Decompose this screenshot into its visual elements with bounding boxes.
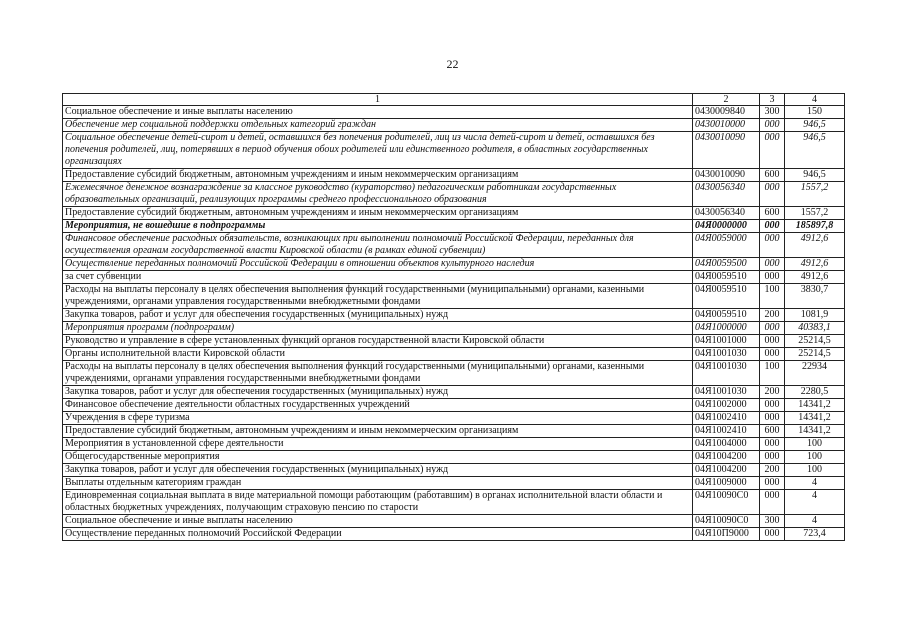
row-name-cell: Ежемесячное денежное вознаграждение за классное руководство (кураторство) педагогическим работникам государственных образовательных организаций, реализующих программы среднего профессионального образования bbox=[63, 182, 693, 207]
row-name-cell: Осуществление переданных полномочий Российской Федерации bbox=[63, 528, 693, 541]
table-row bbox=[63, 490, 845, 515]
row-name-cell: Финансовое обеспечение деятельности областных государственных учреждений bbox=[63, 399, 693, 412]
row-sum-cell: 1557,2 bbox=[785, 207, 845, 220]
row-name-cell: Выплаты отдельным категориям граждан bbox=[63, 477, 693, 490]
row-code-cell: 04Я1001000 bbox=[693, 335, 760, 348]
row-code-cell: 0430056340 bbox=[693, 182, 760, 207]
row-code-cell: 04Я0059500 bbox=[693, 258, 760, 271]
table-row bbox=[63, 399, 845, 412]
row-type-cell: 000 bbox=[760, 335, 785, 348]
table-row bbox=[63, 412, 845, 425]
row-sum-cell: 25214,5 bbox=[785, 348, 845, 361]
table-row bbox=[63, 438, 845, 451]
row-sum-cell: 40383,1 bbox=[785, 322, 845, 335]
table-row bbox=[63, 322, 845, 335]
header-col-2: 2 bbox=[693, 94, 760, 106]
row-type-cell: 600 bbox=[760, 169, 785, 182]
row-type-cell: 000 bbox=[760, 220, 785, 233]
row-code-cell: 0430056340 bbox=[693, 207, 760, 220]
table-row bbox=[63, 119, 845, 132]
table-row bbox=[63, 425, 845, 438]
row-sum-cell: 946,5 bbox=[785, 169, 845, 182]
row-code-cell: 04Я0059510 bbox=[693, 271, 760, 284]
row-name-cell: Предоставление субсидий бюджетным, автономным учреждениям и иным некоммерческим организациям bbox=[63, 207, 693, 220]
row-type-cell: 000 bbox=[760, 528, 785, 541]
row-code-cell: 0430010090 bbox=[693, 169, 760, 182]
row-type-cell: 000 bbox=[760, 399, 785, 412]
row-type-cell: 000 bbox=[760, 412, 785, 425]
row-sum-cell: 22934 bbox=[785, 361, 845, 386]
table-row bbox=[63, 207, 845, 220]
table-row bbox=[63, 106, 845, 119]
row-code-cell: 0430010000 bbox=[693, 119, 760, 132]
row-name-cell: Учреждения в сфере туризма bbox=[63, 412, 693, 425]
row-code-cell: 04Я0059000 bbox=[693, 233, 760, 258]
row-code-cell: 04Я1002410 bbox=[693, 412, 760, 425]
table-row bbox=[63, 309, 845, 322]
row-type-cell: 200 bbox=[760, 309, 785, 322]
table-row bbox=[63, 220, 845, 233]
table-row bbox=[63, 284, 845, 309]
row-code-cell: 04Я10090С0 bbox=[693, 490, 760, 515]
row-name-cell: Мероприятия в установленной сфере деятельности bbox=[63, 438, 693, 451]
table-row bbox=[63, 271, 845, 284]
row-sum-cell: 100 bbox=[785, 451, 845, 464]
row-sum-cell: 25214,5 bbox=[785, 335, 845, 348]
row-type-cell: 000 bbox=[760, 182, 785, 207]
row-name-cell: Закупка товаров, работ и услуг для обеспечения государственных (муниципальных) нужд bbox=[63, 386, 693, 399]
row-code-cell: 04Я1002000 bbox=[693, 399, 760, 412]
table-row bbox=[63, 169, 845, 182]
row-sum-cell: 4912,6 bbox=[785, 258, 845, 271]
table-row bbox=[63, 233, 845, 258]
table-row bbox=[63, 386, 845, 399]
row-code-cell: 04Я1004000 bbox=[693, 438, 760, 451]
row-name-cell: Расходы на выплаты персоналу в целях обеспечения выполнения функций государственными (муниципальными) органами, казенными учреждениями, органами управления государственными внебюджетными фондами bbox=[63, 284, 693, 309]
row-sum-cell: 1081,9 bbox=[785, 309, 845, 322]
row-name-cell: Обеспечение мер социальной поддержки отдельных категорий граждан bbox=[63, 119, 693, 132]
row-name-cell: Социальное обеспечение и иные выплаты населению bbox=[63, 515, 693, 528]
table-row bbox=[63, 182, 845, 207]
row-name-cell: Предоставление субсидий бюджетным, автономным учреждениям и иным некоммерческим организациям bbox=[63, 425, 693, 438]
row-type-cell: 300 bbox=[760, 106, 785, 119]
row-sum-cell: 150 bbox=[785, 106, 845, 119]
row-name-cell: Мероприятия программ (подпрограмм) bbox=[63, 322, 693, 335]
row-type-cell: 000 bbox=[760, 233, 785, 258]
row-code-cell: 04Я1002410 bbox=[693, 425, 760, 438]
row-type-cell: 000 bbox=[760, 271, 785, 284]
row-type-cell: 600 bbox=[760, 425, 785, 438]
row-sum-cell: 4 bbox=[785, 515, 845, 528]
row-code-cell: 04Я10090С0 bbox=[693, 515, 760, 528]
row-name-cell: Закупка товаров, работ и услуг для обеспечения государственных (муниципальных) нужд bbox=[63, 464, 693, 477]
row-type-cell: 100 bbox=[760, 284, 785, 309]
row-type-cell: 000 bbox=[760, 258, 785, 271]
table-row bbox=[63, 348, 845, 361]
row-code-cell: 04Я1001030 bbox=[693, 386, 760, 399]
table-row bbox=[63, 477, 845, 490]
budget-table bbox=[62, 93, 845, 541]
row-sum-cell: 946,5 bbox=[785, 132, 845, 169]
row-sum-cell: 100 bbox=[785, 438, 845, 451]
row-sum-cell: 4912,6 bbox=[785, 233, 845, 258]
row-sum-cell: 4912,6 bbox=[785, 271, 845, 284]
row-code-cell: 04Я1001030 bbox=[693, 348, 760, 361]
table-row bbox=[63, 335, 845, 348]
page-number: 22 bbox=[446, 57, 459, 71]
row-name-cell: Финансовое обеспечение расходных обязательств, возникающих при выполнении полномочий Российской Федерации, переданных для осуществления органам государственной власти Кировской области (в рамках единой субвенции) bbox=[63, 233, 693, 258]
row-name-cell: Закупка товаров, работ и услуг для обеспечения государственных (муниципальных) нужд bbox=[63, 309, 693, 322]
row-sum-cell: 185897,8 bbox=[785, 220, 845, 233]
row-sum-cell: 14341,2 bbox=[785, 412, 845, 425]
table-row bbox=[63, 361, 845, 386]
table-row bbox=[63, 132, 845, 169]
row-name-cell: Расходы на выплаты персоналу в целях обеспечения выполнения функций государственными (муниципальными) органами, казенными учреждениями, органами управления государственными внебюджетными фондами bbox=[63, 361, 693, 386]
row-type-cell: 000 bbox=[760, 451, 785, 464]
header-col-1: 1 bbox=[63, 94, 693, 106]
row-sum-cell: 100 bbox=[785, 464, 845, 477]
table-row bbox=[63, 258, 845, 271]
row-type-cell: 000 bbox=[760, 322, 785, 335]
table-row bbox=[63, 515, 845, 528]
row-sum-cell: 946,5 bbox=[785, 119, 845, 132]
row-code-cell: 0430009840 bbox=[693, 106, 760, 119]
table-header-row bbox=[63, 94, 845, 106]
header-col-3: 3 bbox=[760, 94, 785, 106]
row-sum-cell: 2280,5 bbox=[785, 386, 845, 399]
row-name-cell: Социальное обеспечение детей-сирот и детей, оставшихся без попечения родителей, лиц из числа детей-сирот и детей, оставшихся без попечения родителей, лиц, потерявших в период обучения обоих родителей или единственного родителя, в областных государственных организациях bbox=[63, 132, 693, 169]
row-name-cell: Руководство и управление в сфере установленных функций органов государственной власти Кировской области bbox=[63, 335, 693, 348]
row-code-cell: 04Я0059510 bbox=[693, 284, 760, 309]
row-name-cell: Предоставление субсидий бюджетным, автономным учреждениям и иным некоммерческим организациям bbox=[63, 169, 693, 182]
row-code-cell: 04Я10П9000 bbox=[693, 528, 760, 541]
row-type-cell: 600 bbox=[760, 207, 785, 220]
row-code-cell: 04Я1004200 bbox=[693, 451, 760, 464]
row-type-cell: 000 bbox=[760, 348, 785, 361]
row-name-cell: за счет субвенции bbox=[63, 271, 693, 284]
row-type-cell: 000 bbox=[760, 438, 785, 451]
table-row bbox=[63, 451, 845, 464]
row-code-cell: 04Я1001030 bbox=[693, 361, 760, 386]
row-type-cell: 000 bbox=[760, 477, 785, 490]
row-code-cell: 0430010090 bbox=[693, 132, 760, 169]
row-type-cell: 200 bbox=[760, 386, 785, 399]
row-type-cell: 000 bbox=[760, 119, 785, 132]
row-name-cell: Социальное обеспечение и иные выплаты населению bbox=[63, 106, 693, 119]
row-code-cell: 04Я1000000 bbox=[693, 322, 760, 335]
header-col-4: 4 bbox=[785, 94, 845, 106]
row-name-cell: Органы исполнительной власти Кировской области bbox=[63, 348, 693, 361]
row-name-cell: Общегосударственные мероприятия bbox=[63, 451, 693, 464]
row-sum-cell: 1557,2 bbox=[785, 182, 845, 207]
table-row bbox=[63, 528, 845, 541]
row-sum-cell: 14341,2 bbox=[785, 399, 845, 412]
row-type-cell: 000 bbox=[760, 490, 785, 515]
row-type-cell: 100 bbox=[760, 361, 785, 386]
row-sum-cell: 14341,2 bbox=[785, 425, 845, 438]
row-name-cell: Мероприятия, не вошедшие в подпрограммы bbox=[63, 220, 693, 233]
row-sum-cell: 723,4 bbox=[785, 528, 845, 541]
row-type-cell: 300 bbox=[760, 515, 785, 528]
row-code-cell: 04Я1009000 bbox=[693, 477, 760, 490]
row-sum-cell: 4 bbox=[785, 490, 845, 515]
row-code-cell: 04Я1004200 bbox=[693, 464, 760, 477]
row-code-cell: 04Я0000000 bbox=[693, 220, 760, 233]
row-type-cell: 000 bbox=[760, 132, 785, 169]
row-name-cell: Единовременная социальная выплата в виде материальной помощи работающим (работавшим) в органах исполнительной власти области и областных бюджетных учреждениях, получающим страховую пенсию по старости bbox=[63, 490, 693, 515]
row-code-cell: 04Я0059510 bbox=[693, 309, 760, 322]
row-sum-cell: 4 bbox=[785, 477, 845, 490]
row-sum-cell: 3830,7 bbox=[785, 284, 845, 309]
row-name-cell: Осуществление переданных полномочий Российской Федерации в отношении объектов культурного наследия bbox=[63, 258, 693, 271]
table-row bbox=[63, 464, 845, 477]
row-type-cell: 200 bbox=[760, 464, 785, 477]
